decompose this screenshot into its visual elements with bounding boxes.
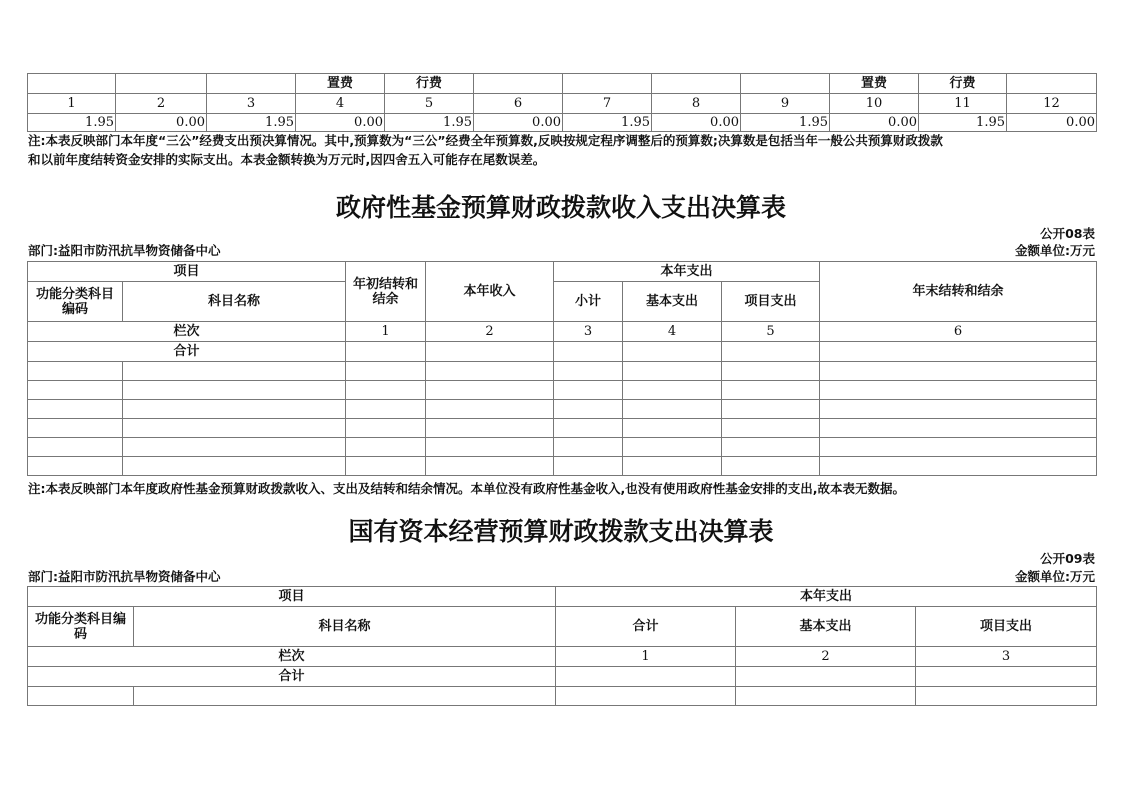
header-cell bbox=[563, 74, 652, 94]
value-cell: 0.00 bbox=[116, 114, 207, 132]
empty-cell bbox=[346, 438, 426, 457]
column-number: 1 bbox=[556, 647, 736, 667]
empty-cell bbox=[736, 687, 916, 706]
empty-cell bbox=[426, 438, 554, 457]
value-cell: 0.00 bbox=[830, 114, 919, 132]
header-project: 项目 bbox=[28, 262, 346, 282]
header-subject-name: 科目名称 bbox=[134, 607, 556, 647]
empty-cell bbox=[28, 438, 123, 457]
header-project-expense: 项目支出 bbox=[722, 282, 820, 322]
empty-cell bbox=[134, 687, 556, 706]
empty-cell bbox=[623, 419, 722, 438]
sangong-note-line1: 注:本表反映部门本年度“三公”经费支出预决算情况。其中,预算数为“三公”经费全年预算数,反映按规定程序调整后的预算数;决算数是包括当年一般公共预算财政拨款 bbox=[28, 133, 943, 148]
empty-cell bbox=[554, 381, 623, 400]
column-number: 3 bbox=[554, 322, 623, 342]
empty-cell bbox=[28, 687, 134, 706]
value-cell: 0.00 bbox=[474, 114, 563, 132]
empty-cell bbox=[623, 438, 722, 457]
capital-table bbox=[27, 586, 1097, 706]
fund-table-code: 公开08表 bbox=[1040, 226, 1095, 241]
empty-cell bbox=[426, 342, 554, 362]
value-cell: 0.00 bbox=[296, 114, 385, 132]
empty-cell bbox=[426, 362, 554, 381]
table-row bbox=[28, 400, 1097, 419]
value-cell: 1.95 bbox=[563, 114, 652, 132]
empty-cell bbox=[346, 457, 426, 476]
empty-cell bbox=[623, 400, 722, 419]
row-lanci: 栏次 bbox=[28, 322, 346, 342]
table-row bbox=[28, 262, 1097, 282]
capital-unit-label: 金额单位:万元 bbox=[1015, 569, 1095, 584]
empty-cell bbox=[123, 457, 346, 476]
empty-cell bbox=[556, 667, 736, 687]
empty-cell bbox=[623, 362, 722, 381]
empty-cell bbox=[554, 362, 623, 381]
table-row bbox=[28, 381, 1097, 400]
empty-cell bbox=[820, 419, 1097, 438]
column-number: 11 bbox=[919, 94, 1007, 114]
header-cell bbox=[207, 74, 296, 94]
value-cell: 0.00 bbox=[652, 114, 741, 132]
empty-cell bbox=[28, 381, 123, 400]
table-row bbox=[28, 607, 1097, 647]
header-cell: 置费 bbox=[830, 74, 919, 94]
header-cell bbox=[1007, 74, 1097, 94]
value-cell: 1.95 bbox=[741, 114, 830, 132]
table-row bbox=[28, 457, 1097, 476]
header-project: 项目 bbox=[28, 587, 556, 607]
empty-cell bbox=[123, 381, 346, 400]
column-number: 3 bbox=[916, 647, 1097, 667]
header-project-expense: 项目支出 bbox=[916, 607, 1097, 647]
header-cell bbox=[474, 74, 563, 94]
table-row bbox=[28, 667, 1097, 687]
column-number: 1 bbox=[346, 322, 426, 342]
value-cell: 1.95 bbox=[919, 114, 1007, 132]
header-cell: 置费 bbox=[296, 74, 385, 94]
column-number: 4 bbox=[623, 322, 722, 342]
fund-note: 注:本表反映部门本年度政府性基金预算财政拨款收入、支出及结转和结余情况。本单位没有政府性基金收入,也没有使用政府性基金安排的支出,故本表无数据。 bbox=[28, 481, 905, 496]
header-begin-balance: 年初结转和结余 bbox=[346, 262, 426, 322]
column-number: 5 bbox=[385, 94, 474, 114]
header-cell bbox=[652, 74, 741, 94]
empty-cell bbox=[916, 687, 1097, 706]
table-row bbox=[28, 342, 1097, 362]
header-expense: 本年支出 bbox=[556, 587, 1097, 607]
empty-cell bbox=[28, 457, 123, 476]
column-number: 1 bbox=[28, 94, 116, 114]
empty-cell bbox=[123, 419, 346, 438]
table-row bbox=[28, 322, 1097, 342]
header-code: 功能分类科目编码 bbox=[28, 607, 134, 647]
empty-cell bbox=[123, 362, 346, 381]
row-total: 合计 bbox=[28, 667, 556, 687]
empty-cell bbox=[916, 667, 1097, 687]
capital-table-code: 公开09表 bbox=[1040, 551, 1095, 566]
column-number: 2 bbox=[736, 647, 916, 667]
capital-dept-label: 部门:益阳市防汛抗旱物资储备中心 bbox=[28, 569, 221, 584]
empty-cell bbox=[554, 419, 623, 438]
table-row bbox=[28, 687, 1097, 706]
empty-cell bbox=[554, 457, 623, 476]
header-subtotal: 小计 bbox=[554, 282, 623, 322]
empty-cell bbox=[820, 362, 1097, 381]
empty-cell bbox=[426, 400, 554, 419]
empty-cell bbox=[623, 381, 722, 400]
header-cell bbox=[741, 74, 830, 94]
empty-cell bbox=[722, 419, 820, 438]
empty-cell bbox=[820, 342, 1097, 362]
row-lanci: 栏次 bbox=[28, 647, 556, 667]
column-number: 9 bbox=[741, 94, 830, 114]
empty-cell bbox=[820, 381, 1097, 400]
empty-cell bbox=[346, 419, 426, 438]
table-row bbox=[28, 419, 1097, 438]
column-number: 6 bbox=[474, 94, 563, 114]
header-total: 合计 bbox=[556, 607, 736, 647]
empty-cell bbox=[736, 667, 916, 687]
table-row bbox=[28, 74, 1097, 94]
empty-cell bbox=[722, 362, 820, 381]
header-basic: 基本支出 bbox=[623, 282, 722, 322]
header-cell: 行费 bbox=[385, 74, 474, 94]
empty-cell bbox=[346, 400, 426, 419]
header-cell bbox=[116, 74, 207, 94]
value-cell: 1.95 bbox=[207, 114, 296, 132]
fund-table-title: 政府性基金预算财政拨款收入支出决算表 bbox=[335, 193, 786, 222]
empty-cell bbox=[554, 438, 623, 457]
table-row bbox=[28, 94, 1097, 114]
header-basic: 基本支出 bbox=[736, 607, 916, 647]
table-row bbox=[28, 114, 1097, 132]
column-number: 12 bbox=[1007, 94, 1097, 114]
table-row bbox=[28, 362, 1097, 381]
empty-cell bbox=[28, 419, 123, 438]
empty-cell bbox=[623, 457, 722, 476]
column-number: 3 bbox=[207, 94, 296, 114]
empty-cell bbox=[556, 687, 736, 706]
column-number: 10 bbox=[830, 94, 919, 114]
empty-cell bbox=[426, 381, 554, 400]
header-end-balance: 年末结转和结余 bbox=[820, 262, 1097, 322]
header-cell: 行费 bbox=[919, 74, 1007, 94]
empty-cell bbox=[820, 457, 1097, 476]
empty-cell bbox=[722, 381, 820, 400]
header-expense: 本年支出 bbox=[554, 262, 820, 282]
header-income: 本年收入 bbox=[426, 262, 554, 322]
empty-cell bbox=[346, 362, 426, 381]
empty-cell bbox=[346, 381, 426, 400]
empty-cell bbox=[554, 400, 623, 419]
empty-cell bbox=[426, 457, 554, 476]
value-cell: 1.95 bbox=[385, 114, 474, 132]
row-total: 合计 bbox=[28, 342, 346, 362]
header-subject-name: 科目名称 bbox=[123, 282, 346, 322]
column-number: 7 bbox=[563, 94, 652, 114]
value-cell: 1.95 bbox=[28, 114, 116, 132]
empty-cell bbox=[426, 419, 554, 438]
sangong-table-tail bbox=[27, 73, 1097, 132]
empty-cell bbox=[123, 438, 346, 457]
empty-cell bbox=[722, 457, 820, 476]
value-cell: 0.00 bbox=[1007, 114, 1097, 132]
empty-cell bbox=[346, 342, 426, 362]
column-number: 2 bbox=[426, 322, 554, 342]
column-number: 8 bbox=[652, 94, 741, 114]
sangong-note-line2: 和以前年度结转资金安排的实际支出。本表金额转换为万元时,因四舍五入可能存在尾数误差。 bbox=[28, 152, 546, 167]
empty-cell bbox=[722, 438, 820, 457]
empty-cell bbox=[623, 342, 722, 362]
column-number: 6 bbox=[820, 322, 1097, 342]
empty-cell bbox=[820, 400, 1097, 419]
empty-cell bbox=[28, 400, 123, 419]
empty-cell bbox=[28, 362, 123, 381]
empty-cell bbox=[123, 400, 346, 419]
column-number: 2 bbox=[116, 94, 207, 114]
capital-table-title: 国有资本经营预算财政拨款支出决算表 bbox=[348, 517, 774, 546]
header-code: 功能分类科目编码 bbox=[28, 282, 123, 322]
fund-table bbox=[27, 261, 1097, 476]
empty-cell bbox=[554, 342, 623, 362]
table-row bbox=[28, 647, 1097, 667]
empty-cell bbox=[722, 342, 820, 362]
fund-unit-label: 金额单位:万元 bbox=[1015, 243, 1095, 258]
empty-cell bbox=[820, 438, 1097, 457]
empty-cell bbox=[722, 400, 820, 419]
column-number: 5 bbox=[722, 322, 820, 342]
table-row bbox=[28, 587, 1097, 607]
table-row bbox=[28, 438, 1097, 457]
header-cell bbox=[28, 74, 116, 94]
column-number: 4 bbox=[296, 94, 385, 114]
fund-dept-label: 部门:益阳市防汛抗旱物资储备中心 bbox=[28, 243, 221, 258]
